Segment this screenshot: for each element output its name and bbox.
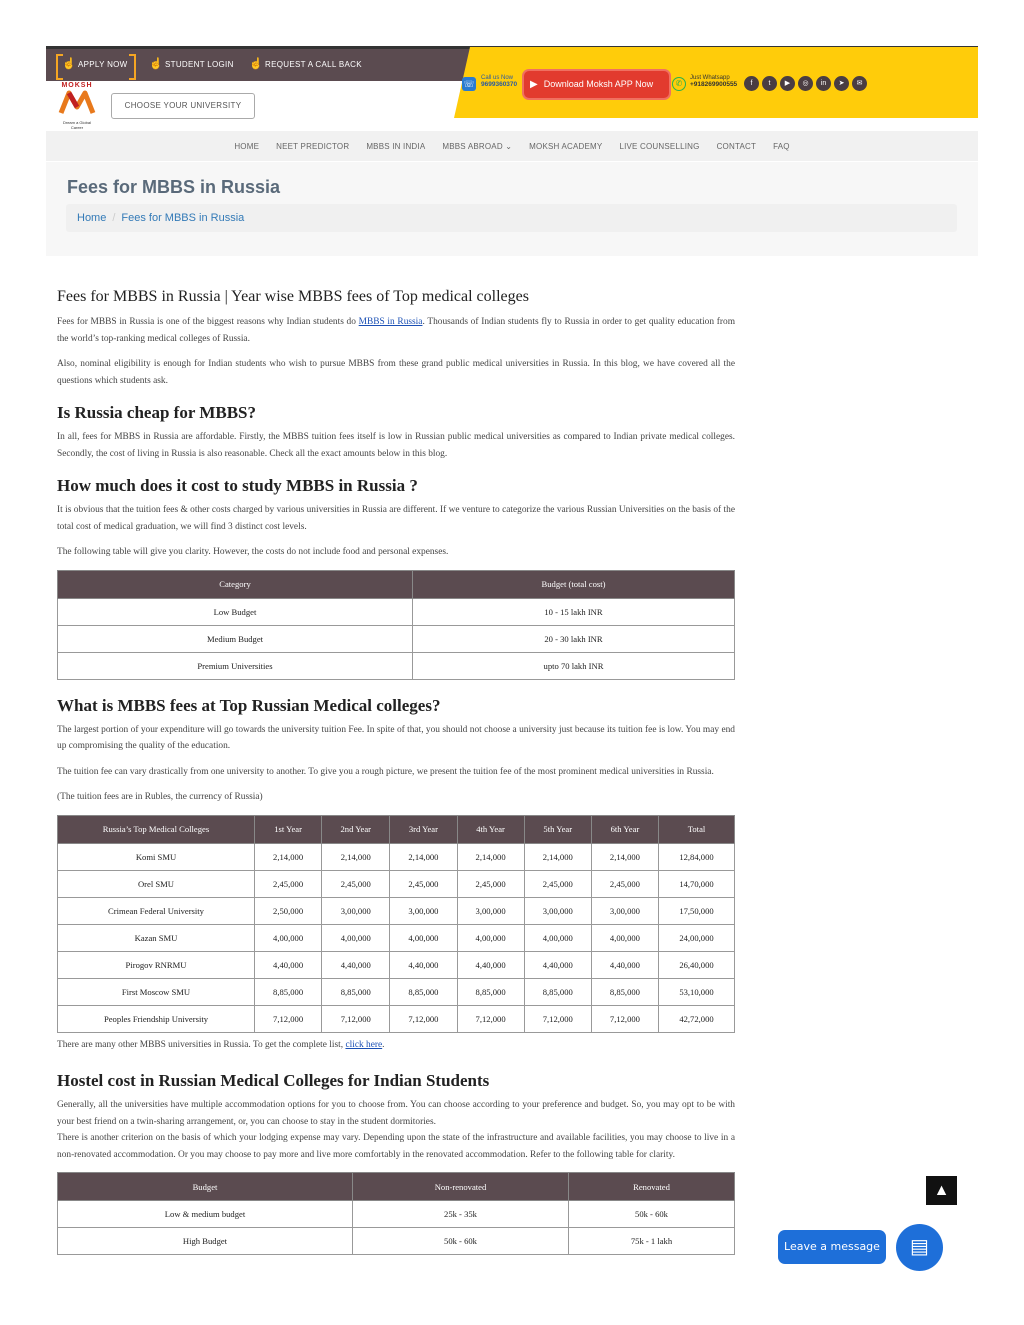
- nav-home[interactable]: HOME: [234, 141, 260, 151]
- twitter-icon[interactable]: t: [762, 76, 777, 91]
- table-cell: 42,72,000: [659, 1005, 735, 1032]
- table-cell: 3,00,000: [322, 897, 390, 924]
- table-header-row: [58, 1173, 735, 1201]
- table-cell: Low & medium budget: [58, 1201, 353, 1228]
- nav-mbbs-abroad-label: MBBS ABROAD: [442, 141, 503, 151]
- table-cell: 4,00,000: [591, 924, 658, 951]
- whatsapp-block[interactable]: [690, 75, 737, 88]
- table-cell: 4,40,000: [524, 951, 591, 978]
- table-cell: 24,00,000: [659, 924, 735, 951]
- table-cell: Orel SMU: [58, 870, 255, 897]
- logo-tagline: Dream a Global Career: [62, 120, 91, 130]
- table-row: [58, 951, 735, 978]
- table-header-row: [58, 570, 735, 598]
- table-cell: 8,85,000: [255, 978, 322, 1005]
- table-cell: upto 70 lakh INR: [413, 652, 735, 679]
- youtube-icon[interactable]: ▶: [780, 76, 795, 91]
- paragraph-text: There are many other MBBS universities in Russia. To get the complete list,: [57, 1039, 346, 1050]
- heading-hostel: Hostel cost in Russian Medical Colleges for Indian Students: [57, 1071, 490, 1090]
- table-row: [58, 1005, 735, 1032]
- table-cell: 4,00,000: [390, 924, 457, 951]
- nav-faq[interactable]: FAQ: [773, 141, 790, 151]
- chat-bubble-icon: ▤: [910, 1236, 929, 1258]
- table-row: [58, 897, 735, 924]
- table-header: Russia’s Top Medical Colleges: [58, 815, 255, 843]
- paragraph: [57, 1037, 735, 1054]
- table-cell: 8,85,000: [322, 978, 390, 1005]
- table-row: [58, 598, 735, 625]
- table-cell: 2,45,000: [457, 870, 524, 897]
- table-cell: First Moscow SMU: [58, 978, 255, 1005]
- table-cell: 17,50,000: [659, 897, 735, 924]
- hand-pointer-icon: ☝: [62, 58, 76, 70]
- download-app-button[interactable]: [524, 71, 669, 98]
- breadcrumb-current: Fees for MBBS in Russia: [121, 212, 245, 224]
- table-cell: 2,14,000: [390, 843, 457, 870]
- table-cell: Pirogov RNRMU: [58, 951, 255, 978]
- table-cell: 7,12,000: [524, 1005, 591, 1032]
- table-cell: 53,10,000: [659, 978, 735, 1005]
- table-cell: 3,00,000: [524, 897, 591, 924]
- download-label: Download Moksh APP Now: [543, 79, 654, 89]
- table-cell: 2,14,000: [524, 843, 591, 870]
- heading-cost: How much does it cost to study MBBS in Russia ?: [57, 476, 418, 495]
- apply-now-label: APPLY NOW: [78, 60, 128, 69]
- paragraph-text: . Thousands of Indian students fly to Russia in order to get quality education from the world’s top-ranking medical colleges of Russia.: [57, 317, 735, 344]
- table-cell: 8,85,000: [457, 978, 524, 1005]
- call-label: Call us Now: [481, 75, 514, 81]
- linkedin-icon[interactable]: in: [816, 76, 831, 91]
- table-cell: 3,00,000: [457, 897, 524, 924]
- table-cell: 4,40,000: [390, 951, 457, 978]
- table-cell: 4,40,000: [322, 951, 390, 978]
- hand-pointer-icon: ☝: [149, 58, 163, 70]
- table-header: Renovated: [569, 1173, 735, 1201]
- table-row: [58, 870, 735, 897]
- table-cell: 26,40,000: [659, 951, 735, 978]
- instagram-icon[interactable]: ◎: [798, 76, 813, 91]
- table-header: Budget: [58, 1173, 353, 1201]
- table-header: Category: [58, 570, 413, 598]
- table-cell: 2,45,000: [524, 870, 591, 897]
- table-cell: 12,84,000: [659, 843, 735, 870]
- call-number: 9699360370: [481, 81, 518, 88]
- table-cell: 4,00,000: [322, 924, 390, 951]
- call-us-block[interactable]: [481, 75, 517, 88]
- breadcrumb-home[interactable]: Home: [77, 212, 107, 224]
- nav-live-counselling[interactable]: LIVE COUNSELLING: [619, 141, 700, 151]
- telegram-icon[interactable]: ➤: [834, 76, 849, 91]
- table-row: [58, 652, 735, 679]
- table-cell: 4,00,000: [255, 924, 322, 951]
- paragraph: In all, fees for MBBS in Russia are affordable. Firstly, the MBBS tuition fees itself is low in Russian public medical universities as compared to Indian private medical colleges. Secondly, the cost of living in Russia is also reasonable. Check all the exact amounts below in this blog.: [57, 432, 735, 459]
- page-header: [46, 162, 978, 256]
- table-cell: 25k - 35k: [353, 1201, 569, 1228]
- table-row: [58, 978, 735, 1005]
- table-cell: 4,40,000: [255, 951, 322, 978]
- table-cell: 50k - 60k: [569, 1201, 735, 1228]
- paragraph: The largest portion of your expenditure will go towards the university tuition Fee. In spite of that, you should not choose a university just because its tuition fee is low. You may end up compromising the quality of the education.: [57, 724, 735, 751]
- table-cell: 50k - 60k: [353, 1228, 569, 1255]
- table-cell: 4,00,000: [457, 924, 524, 951]
- main-nav: [46, 131, 978, 161]
- table-header: 4th Year: [457, 815, 524, 843]
- table-cell: Crimean Federal University: [58, 897, 255, 924]
- table-cell: 7,12,000: [390, 1005, 457, 1032]
- table-cell: Kazan SMU: [58, 924, 255, 951]
- nav-mbbs-india[interactable]: MBBS IN INDIA: [366, 141, 426, 151]
- hostel-table: [57, 1172, 735, 1255]
- table-header: 5th Year: [524, 815, 591, 843]
- article: [57, 288, 735, 1271]
- table-cell: 7,12,000: [591, 1005, 658, 1032]
- nav-mbbs-abroad[interactable]: [442, 142, 512, 151]
- budget-table: [57, 570, 735, 680]
- table-cell: 4,40,000: [591, 951, 658, 978]
- request-callback-link[interactable]: [249, 59, 362, 70]
- chevron-down-icon: ⌄: [505, 141, 513, 151]
- paragraph: Generally, all the universities have multiple accommodation options for you to choose from. You can choose according to your preference and budget. So, you may opt to be with your best friend on a twin-sharing arrangement, or, you can choose to stay in the student dormitories.: [57, 1100, 735, 1127]
- paragraph: [57, 314, 735, 347]
- facebook-icon[interactable]: f: [744, 76, 759, 91]
- paragraph-text: .: [382, 1039, 385, 1050]
- paragraph: The tuition fee can vary drastically from one university to another. To give you a rough picture, we present the tuition fee of the most prominent medical universities in Russia.: [57, 766, 714, 777]
- table-cell: 4,40,000: [457, 951, 524, 978]
- breadcrumb: [66, 204, 957, 232]
- article-title: Fees for MBBS in Russia | Year wise MBBS fees of Top medical colleges: [57, 288, 529, 305]
- paragraph: There is another criterion on the basis of which your lodging expense may vary. Depending upon the state of the infrastructure and available facilities, you may choose to live in a non-renovated accommodation. Or you may choose to pay more and live more comfortably in the renovated accommodation. Refer to the following table for clarity.: [57, 1133, 735, 1160]
- table-header: Total: [659, 815, 735, 843]
- fees-table: [57, 815, 735, 1033]
- table-header: Budget (total cost): [413, 570, 735, 598]
- mbbs-russia-link[interactable]: MBBS in Russia: [358, 317, 423, 327]
- table-header-row: [58, 815, 735, 843]
- table-row: [58, 625, 735, 652]
- bracket-right: [129, 54, 136, 80]
- table-cell: 8,85,000: [524, 978, 591, 1005]
- table-cell: 7,12,000: [457, 1005, 524, 1032]
- leave-message-button[interactable]: Leave a message: [778, 1230, 886, 1264]
- table-cell: 2,14,000: [591, 843, 658, 870]
- table-header: 1st Year: [255, 815, 322, 843]
- social-links: [744, 76, 867, 91]
- student-login-link[interactable]: [149, 59, 234, 70]
- nav-contact[interactable]: CONTACT: [716, 141, 757, 151]
- paragraph: It is obvious that the tuition fees & other costs charged by various universities in Russia are different. If we venture to categorize the various Russian Universities on the basis of the total cost of medical graduation, we will find 3 distinct cost levels.: [57, 505, 735, 532]
- table-cell: 2,14,000: [322, 843, 390, 870]
- table-cell: 20 - 30 lakh INR: [413, 625, 735, 652]
- chevron-up-icon: ▲: [933, 1182, 950, 1199]
- table-cell: 3,00,000: [591, 897, 658, 924]
- whatsapp-icon[interactable]: ✆: [672, 77, 686, 91]
- logo-text: MOKSH: [61, 82, 93, 89]
- logo-mark-icon: [57, 89, 97, 115]
- table-header: 3rd Year: [390, 815, 457, 843]
- table-cell: 75k - 1 lakh: [569, 1228, 735, 1255]
- table-cell: 2,45,000: [322, 870, 390, 897]
- table-header: 2nd Year: [322, 815, 390, 843]
- nav-moksh-academy[interactable]: MOKSH ACADEMY: [529, 141, 603, 151]
- table-cell: High Budget: [58, 1228, 353, 1255]
- heading-cheap: Is Russia cheap for MBBS?: [57, 403, 256, 422]
- student-login-label: STUDENT LOGIN: [165, 60, 234, 69]
- table-cell: 10 - 15 lakh INR: [413, 598, 735, 625]
- table-cell: Peoples Friendship University: [58, 1005, 255, 1032]
- table-cell: 14,70,000: [659, 870, 735, 897]
- request-callback-label: REQUEST A CALL BACK: [265, 60, 362, 69]
- table-header: Non-renovated: [353, 1173, 569, 1201]
- table-cell: 7,12,000: [322, 1005, 390, 1032]
- paragraph-text: Fees for MBBS in Russia is one of the biggest reasons why Indian students do: [57, 317, 359, 327]
- table-cell: 2,50,000: [255, 897, 322, 924]
- paragraph: (The tuition fees are in Rubles, the currency of Russia): [57, 792, 263, 802]
- table-cell: 8,85,000: [591, 978, 658, 1005]
- table-cell: 7,12,000: [255, 1005, 322, 1032]
- table-cell: Premium Universities: [58, 652, 413, 679]
- table-cell: 2,14,000: [457, 843, 524, 870]
- table-row: [58, 924, 735, 951]
- table-row: [58, 843, 735, 870]
- phone-icon[interactable]: ☏: [463, 79, 475, 89]
- moksh-logo[interactable]: [57, 82, 97, 130]
- play-store-icon: ▶: [530, 79, 538, 90]
- click-here-link[interactable]: click here: [345, 1039, 383, 1050]
- table-cell: 3,00,000: [390, 897, 457, 924]
- table-row: [58, 1228, 735, 1255]
- nav-neet-predictor[interactable]: NEET PREDICTOR: [276, 141, 350, 151]
- apply-now-link[interactable]: [62, 59, 128, 70]
- table-cell: 8,85,000: [390, 978, 457, 1005]
- table-cell: Medium Budget: [58, 625, 413, 652]
- table-row: [58, 1201, 735, 1228]
- breadcrumb-separator: /: [112, 212, 116, 224]
- page-title: Fees for MBBS in Russia: [67, 177, 281, 197]
- table-cell: 2,45,000: [390, 870, 457, 897]
- heading-fees: What is MBBS fees at Top Russian Medical colleges?: [57, 695, 441, 715]
- chat-button[interactable]: [896, 1224, 943, 1271]
- whatsapp-label: Just Whatsapp: [690, 75, 730, 81]
- paragraph: The following table will give you clarity. However, the costs do not include food and personal expenses.: [57, 547, 449, 557]
- mail-icon[interactable]: ✉: [852, 76, 867, 91]
- table-cell: 2,14,000: [255, 843, 322, 870]
- scroll-to-top-button[interactable]: [926, 1176, 957, 1205]
- whatsapp-number: +918269900555: [690, 81, 738, 88]
- table-cell: 2,45,000: [591, 870, 658, 897]
- paragraph: Also, nominal eligibility is enough for Indian students who wish to pursue MBBS from these grand public medical universities in Russia. In this blog, we have covered all the questions which students ask.: [57, 359, 735, 386]
- table-cell: 4,00,000: [524, 924, 591, 951]
- table-cell: Low Budget: [58, 598, 413, 625]
- hand-pointer-icon: ☝: [249, 58, 263, 70]
- table-cell: Komi SMU: [58, 843, 255, 870]
- table-header: 6th Year: [591, 815, 658, 843]
- table-cell: 2,45,000: [255, 870, 322, 897]
- choose-university-button[interactable]: CHOOSE YOUR UNIVERSITY: [111, 93, 255, 119]
